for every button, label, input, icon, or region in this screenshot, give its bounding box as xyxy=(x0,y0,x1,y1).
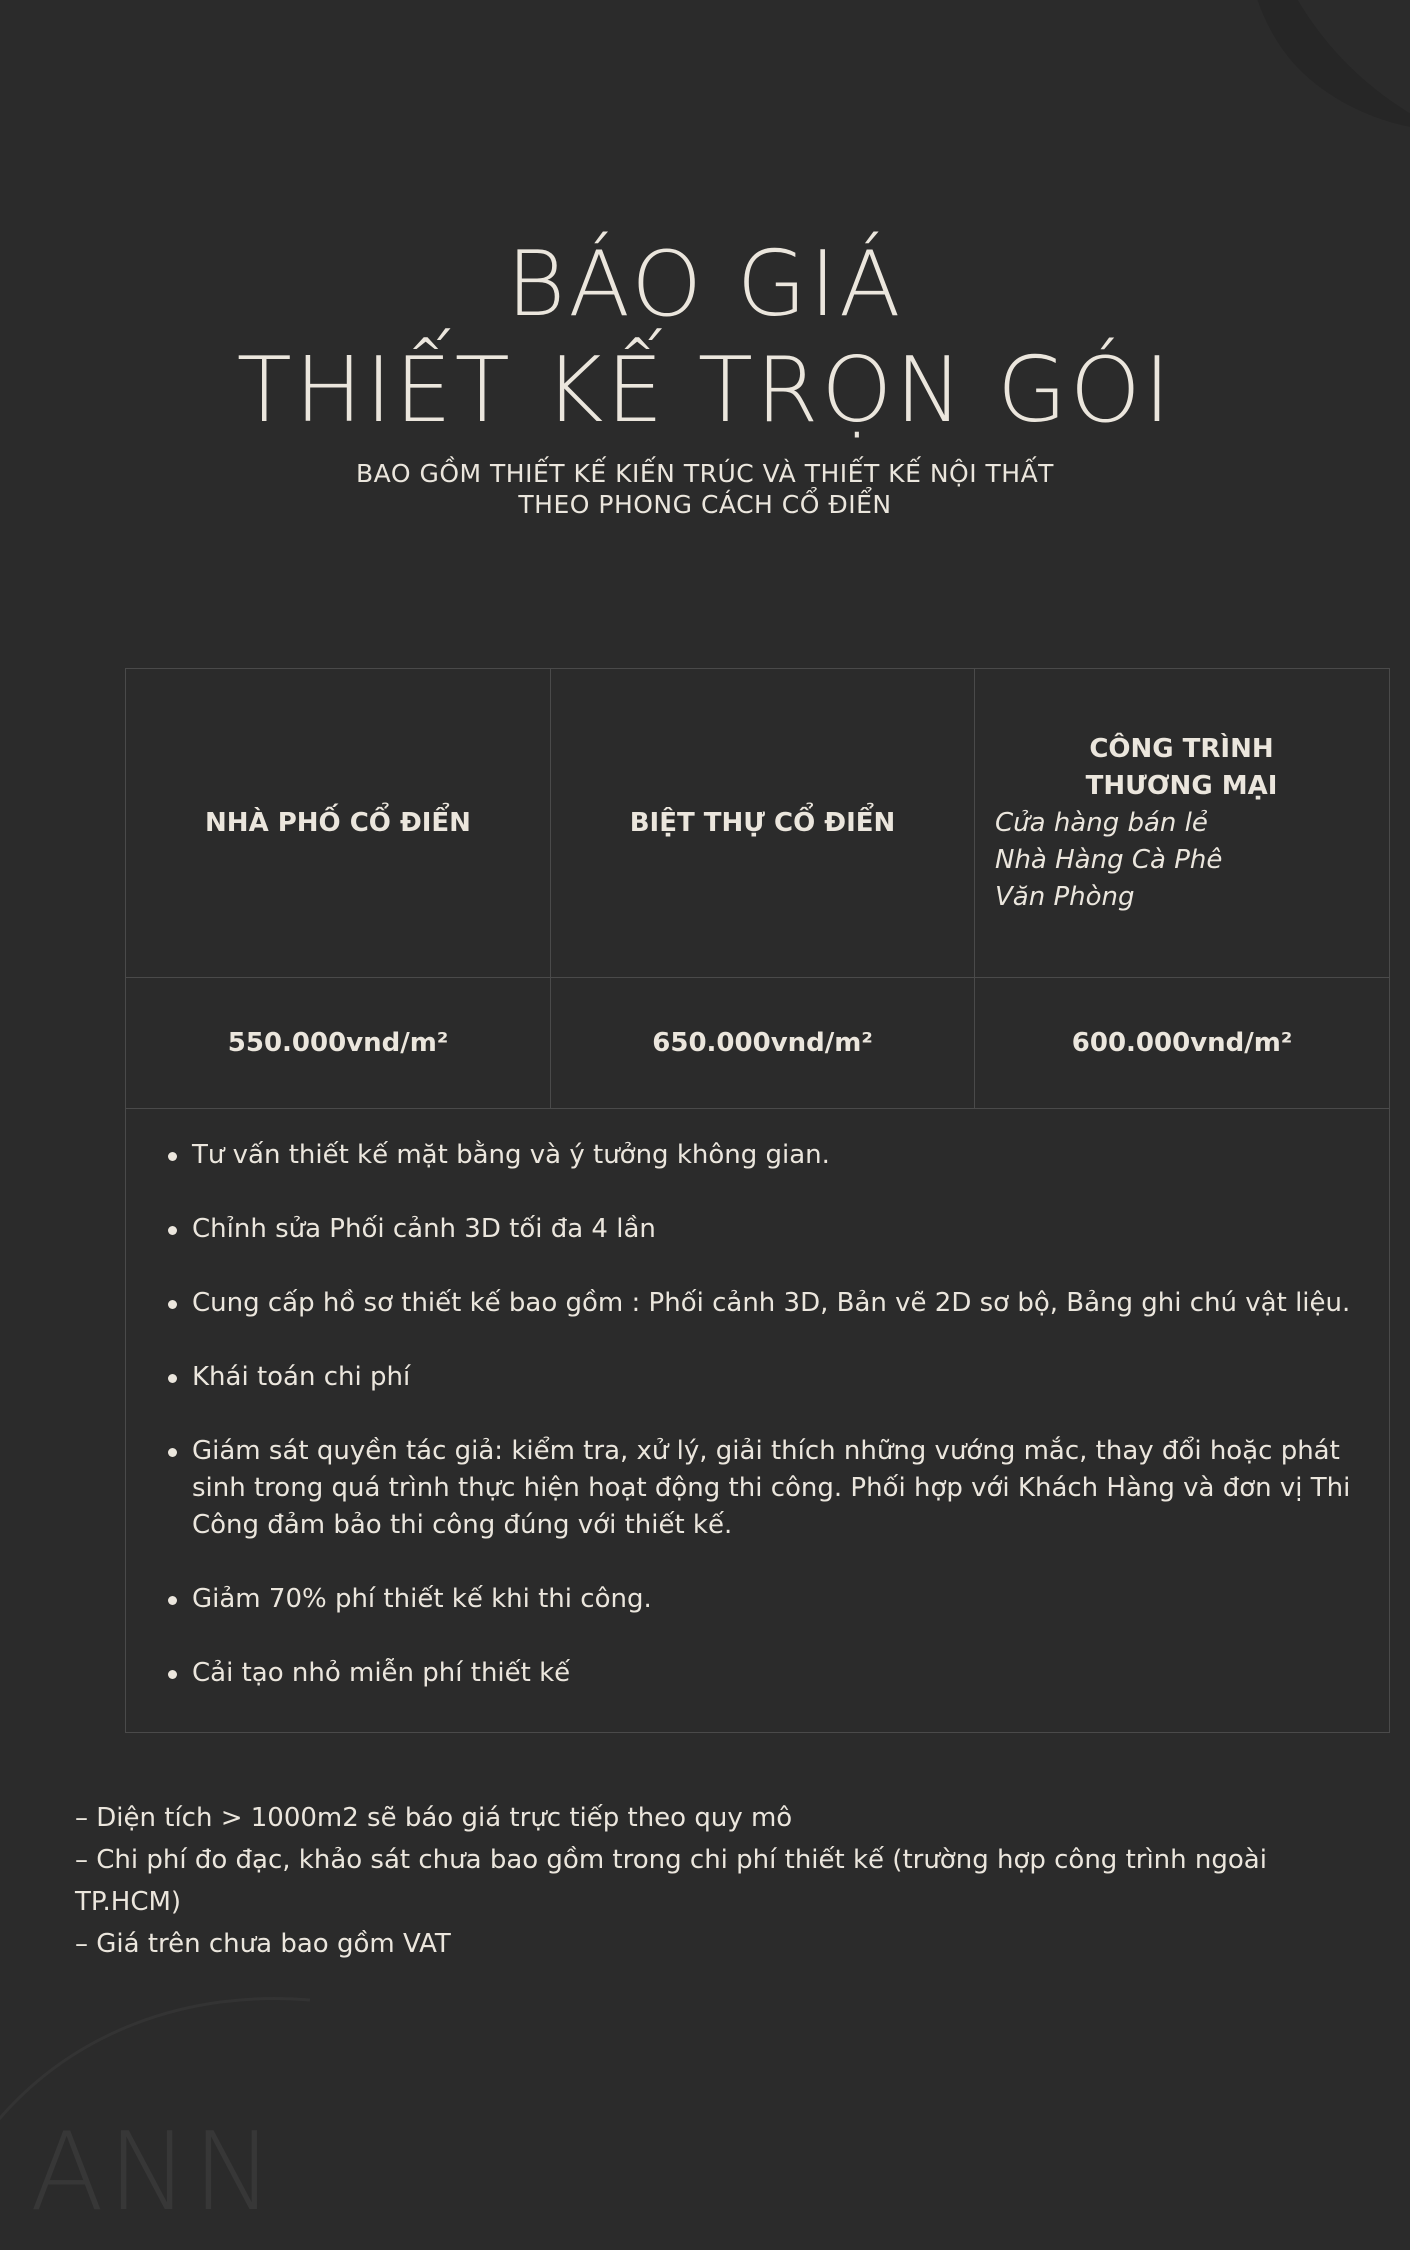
decorative-swirl-top xyxy=(1190,0,1410,220)
page-header xyxy=(0,232,1410,520)
price-commercial: 600.000vnd/m² xyxy=(975,978,1390,1109)
note-item: – Diện tích > 1000m2 sẽ báo giá trực tiếp theo quy mô xyxy=(75,1803,793,1833)
pricing-table xyxy=(125,668,1390,1733)
subtitle-line2: THEO PHONG CÁCH CỔ ĐIỂN xyxy=(518,490,892,519)
feature-item xyxy=(164,1211,1369,1248)
feature-item xyxy=(164,1655,1369,1692)
feature-item xyxy=(164,1137,1369,1174)
page-subtitle xyxy=(0,458,1410,520)
page-title-line1: BÁO GIÁ xyxy=(506,232,904,337)
column-title-commercial xyxy=(975,669,1390,978)
bullet-icon xyxy=(168,1300,177,1309)
feature-item xyxy=(164,1359,1369,1396)
column-title-townhouse: NHÀ PHỐ CỔ ĐIỂN xyxy=(126,669,551,978)
bullet-icon xyxy=(168,1374,177,1383)
column-title-villa: BIỆT THỰ CỔ ĐIỂN xyxy=(551,669,975,978)
price-villa: 650.000vnd/m² xyxy=(551,978,975,1109)
feature-item xyxy=(164,1433,1369,1544)
feature-text: Giám sát quyền tác giả: kiểm tra, xử lý, giải thích những vướng mắc, thay đổi hoặc phát sinh trong quá trình thực hiện hoạt động thi công. Phối hợp với Khách Hàng và đơn vị Thi Công đảm bảo thi công đúng với thiết kế. xyxy=(192,1436,1351,1540)
subtitle-line1: BAO GỒM THIẾT KẾ KIẾN TRÚC VÀ THIẾT KẾ NỘI THẤT xyxy=(356,459,1054,488)
price-townhouse: 550.000vnd/m² xyxy=(126,978,551,1109)
bullet-icon xyxy=(168,1596,177,1605)
page-title-line2: THIẾT KẾ TRỌN GÓI xyxy=(236,338,1174,443)
pricing-features-row xyxy=(126,1109,1390,1733)
commercial-subtype: Văn Phòng xyxy=(995,881,1135,912)
feature-text: Cung cấp hồ sơ thiết kế bao gồm : Phối cảnh 3D, Bản vẽ 2D sơ bộ, Bảng ghi chú vật liệu. xyxy=(192,1288,1351,1318)
feature-text: Chỉnh sửa Phối cảnh 3D tối đa 4 lần xyxy=(192,1214,656,1244)
bullet-icon xyxy=(168,1448,177,1457)
bullet-icon xyxy=(168,1152,177,1161)
commercial-title-line1: CÔNG TRÌNH xyxy=(1089,733,1274,764)
commercial-title-line2: THƯƠNG MẠI xyxy=(1085,770,1278,801)
feature-item xyxy=(164,1581,1369,1618)
feature-text: Khái toán chi phí xyxy=(192,1362,411,1392)
feature-text: Tư vấn thiết kế mặt bằng và ý tưởng không gian. xyxy=(192,1140,830,1170)
note-item: – Giá trên chưa bao gồm VAT xyxy=(75,1929,451,1959)
pricing-header-row xyxy=(126,669,1390,978)
feature-text: Giảm 70% phí thiết kế khi thi công. xyxy=(192,1584,652,1614)
note-item: – Chi phí đo đạc, khảo sát chưa bao gồm trong chi phí thiết kế (trường hợp công trình ngoài TP.HCM) xyxy=(75,1845,1267,1917)
commercial-subtype: Nhà Hàng Cà Phê xyxy=(995,844,1223,875)
pricing-price-row xyxy=(126,978,1390,1109)
features-cell xyxy=(126,1109,1390,1733)
commercial-subtype: Cửa hàng bán lẻ xyxy=(995,807,1208,838)
features-list xyxy=(164,1137,1369,1692)
logo-watermark: ANN xyxy=(30,2110,278,2235)
bullet-icon xyxy=(168,1670,177,1679)
feature-text: Cải tạo nhỏ miễn phí thiết kế xyxy=(192,1658,571,1688)
bullet-icon xyxy=(168,1226,177,1235)
feature-item xyxy=(164,1285,1369,1322)
pricing-notes xyxy=(75,1797,1365,1965)
